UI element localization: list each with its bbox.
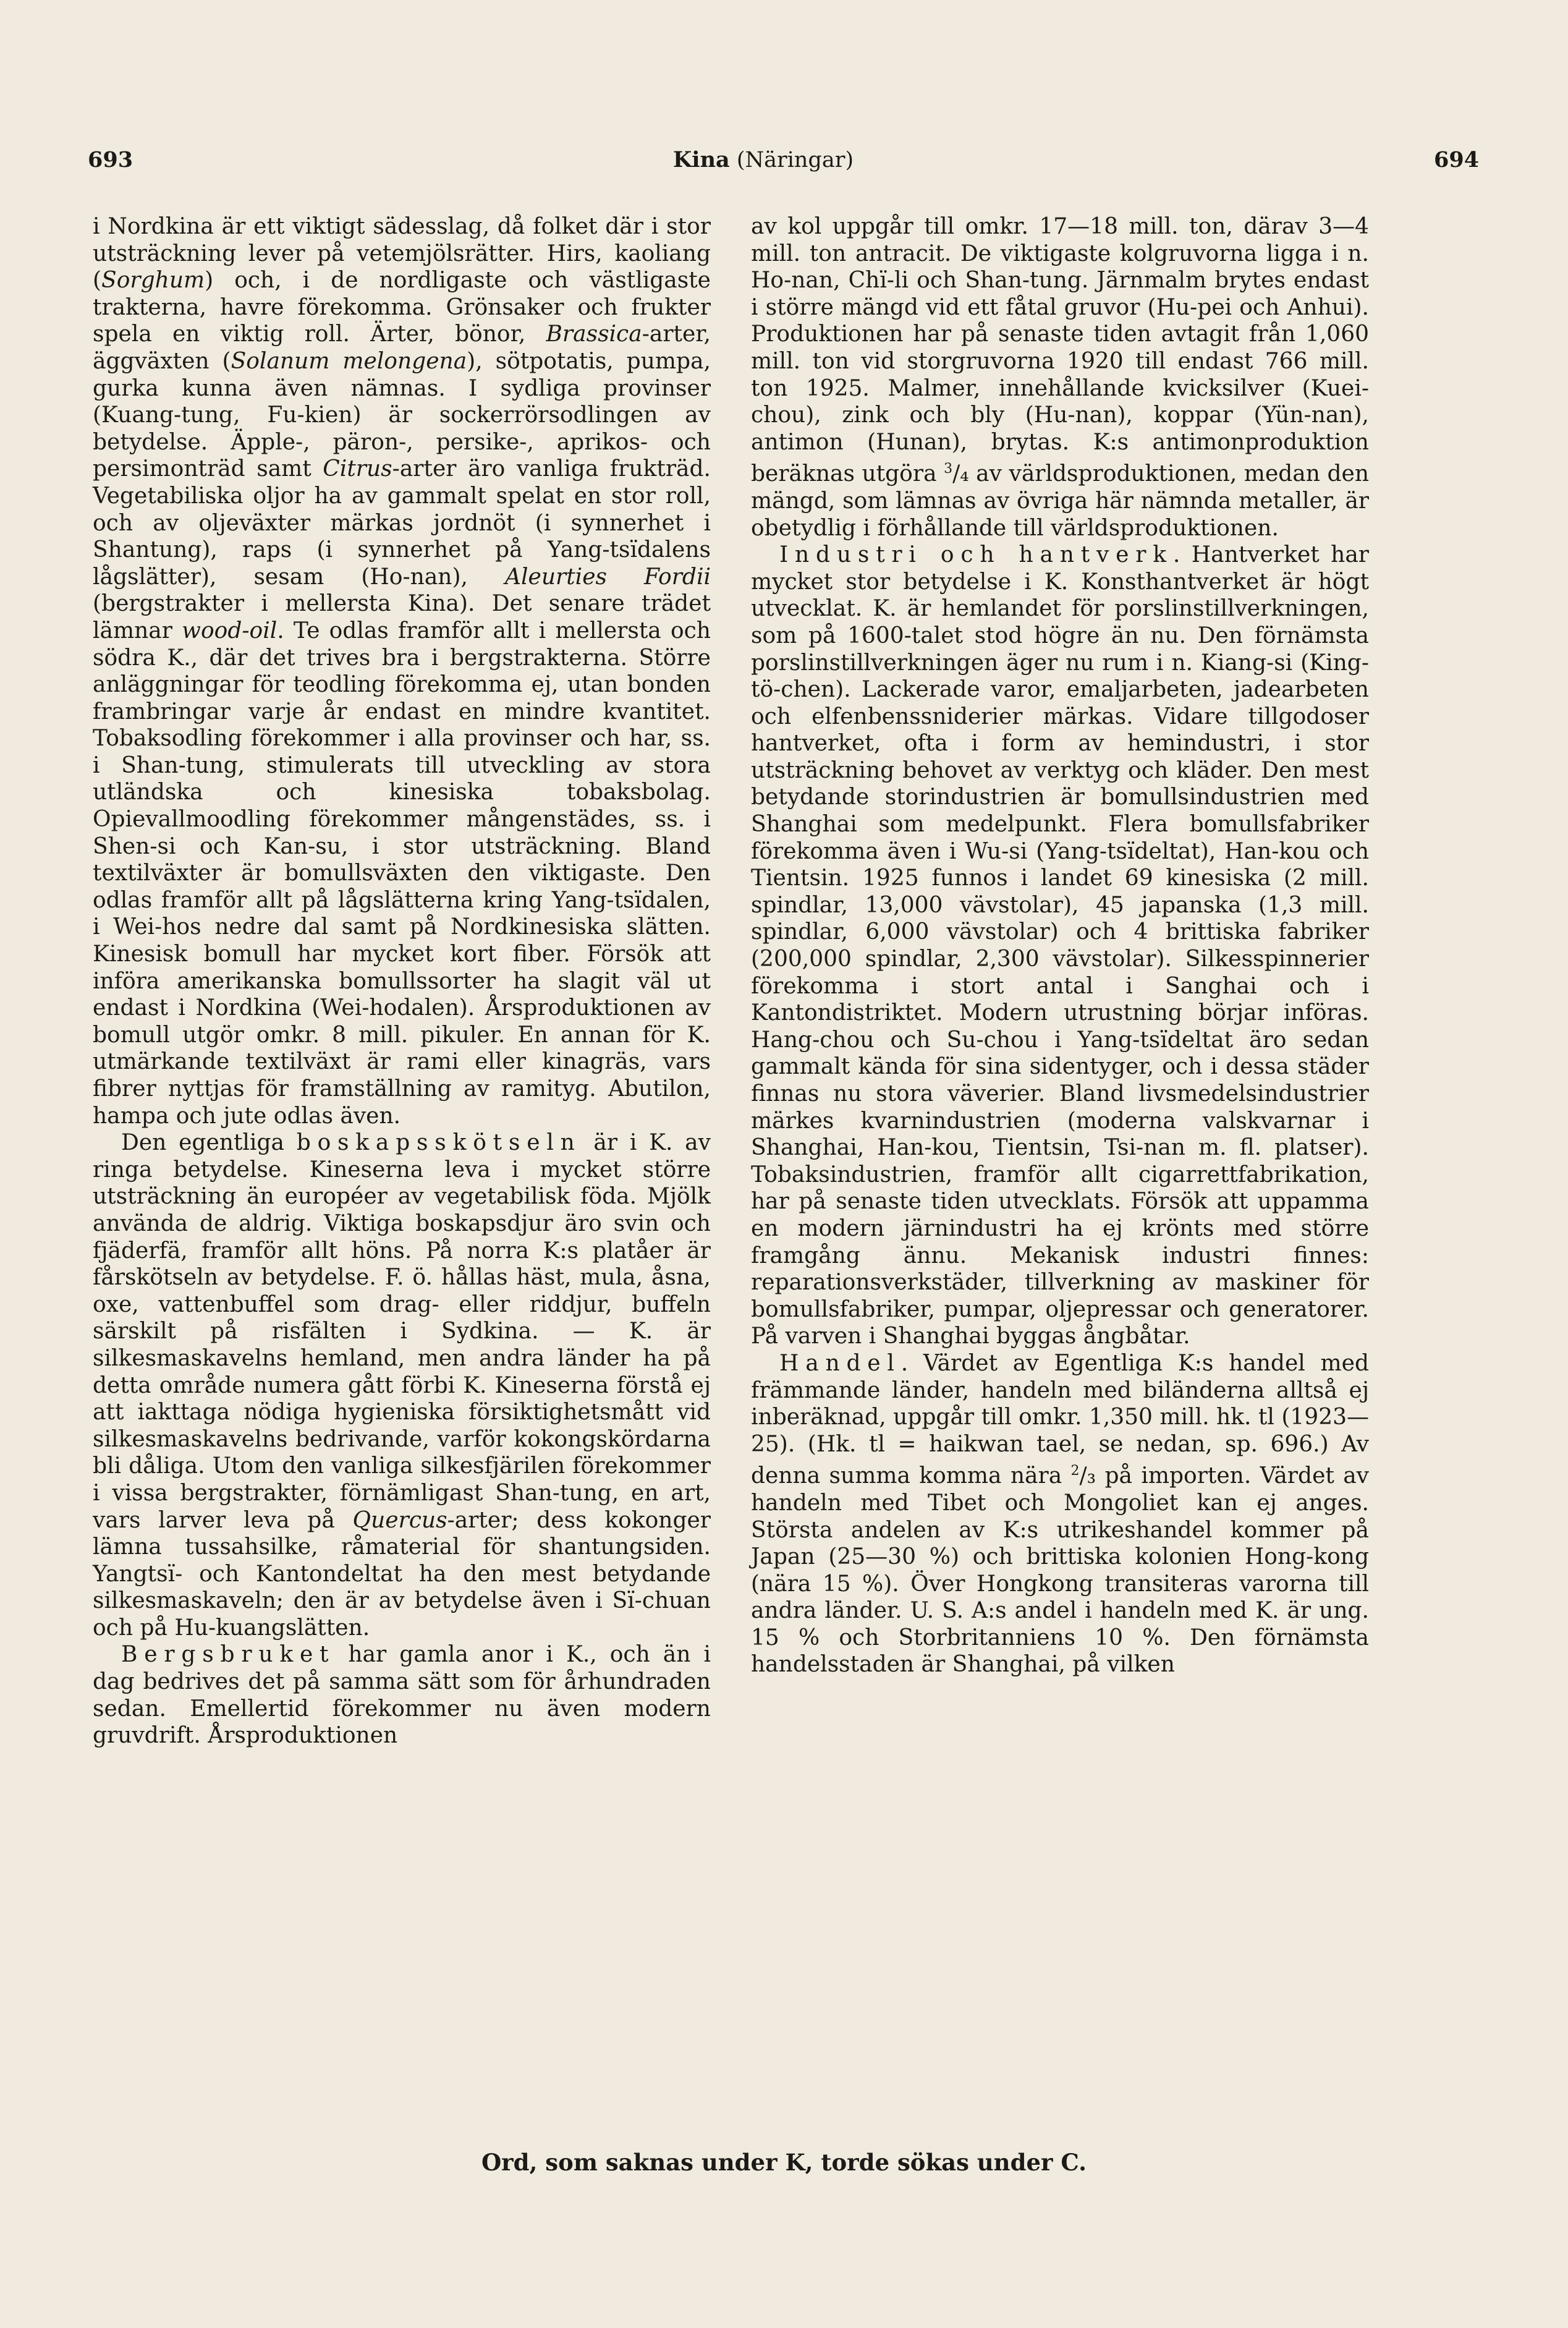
- left-column: [93, 213, 711, 1749]
- text-run: -arter; dess kokonger lämna tussahsilke, råmaterial för shantungsiden. Yangtsï- och Kantondeltat ha den mest betydande silkesmaskaveln; den är av betydelse även i Sï-chuan och på Hu-kuangslätten.: [93, 1507, 711, 1641]
- paragraph: [93, 1129, 711, 1641]
- text-run: . Hantverket har mycket stor betydelse i K. Konsthantverket är högt utvecklat. K. är hemlandet för porslinstillverkningen, som på 1600-talet stod högre än nu. Den förnämsta porslinstillverkningen äger nu rum i n. Kiang-si (King-tö-chen). Lackerade varor, emaljarbeten, jadearbeten och elfenbenssniderier märkas. Vidare tillgodoser hantverket, ofta i form av hemindustri, i stor utsträckning behovet av verktyg och kläder. Den mest betydande storindustrien är bomullsindustrien med Shanghai som medelpunkt. Flera bomullsfabriker förekomma även i Wu-si (Yang-tsïdeltat), Han-kou och Tientsin. 1925 funnos i landet 69 kinesiska (2 mill. spindlar, 13,000 vävstolar), 45 japanska (1,3 mill. spindlar, 6,000 vävstolar) och 4 brittiska fabriker (200,000 spindlar, 2,300 vävstolar). Silkesspinnerier förekomma i stort antal i Sanghai och i Kantondistriktet. Modern utrustning börjar införas. Hang-chou och Su-chou i Yang-tsïdeltat äro sedan gammalt kända för sina sidentyger, och i dessa städer finnas nu stora väverier. Bland livsmedelsindustrier märkes kvarnindustrien (moderna valskvarnar i Shanghai, Han-kou, Tientsin, Tsi-nan m. fl. platser). Tobaksindustrien, framför allt cigarrettfabrikation, har på senaste tiden utvecklats. Försök att uppamma en modern järnindustri ha ej krönts med större framgång ännu. Mekanisk industri finnes: reparationsverkstäder, tillverkning av maskiner för bomullsfabriker, pumpar, oljepressar och generatorer. På varven i Shanghai byggas ångbåtar.: [751, 542, 1369, 1349]
- section-heading: boskapsskötseln: [296, 1130, 582, 1156]
- running-header-sub: (Näringar): [729, 148, 854, 172]
- italic-term: Aleurties Fordii: [505, 564, 711, 590]
- text-run: (bergstrakter i mellersta Kina). Det senare trädet lämnar: [93, 591, 711, 644]
- text-run: ), sötpotatis, pumpa, gurka kunna även nämnas. I sydliga provinser (Kuang-tung, Fu-kien) är sockerrörsodlingen av betydelse. Äpple-, päron-, persike-, aprikos- och persimonträd samt: [93, 348, 711, 482]
- text-run: Den egentliga: [121, 1130, 297, 1156]
- paragraph: [93, 213, 711, 1129]
- running-header: [618, 147, 909, 172]
- italic-term: Sorghum: [101, 268, 205, 294]
- section-heading: Handel: [779, 1350, 901, 1376]
- section-heading: Bergsbruket: [121, 1642, 336, 1668]
- text-run: . Te odlas framför allt i mellersta och södra K., där det trives bra i bergstrakterna. Större anläggningar för teodling förekomma ej, utan bonden frambringar varje år endast en mindre kvantitet. Tobaksodling förekommer i alla provinser och har, ss. i Shan-tung, stimulerats till utveckling av stora utländska och kinesiska tobaksbolag. Opievallmoodling förekommer mångenstädes, ss. i Shen-si och Kan-su, i stor utsträckning. Bland textilväxter är bomullsväxten den viktigaste. Den odlas framför allt på lågslätterna kring Yang-tsïdalen, i Wei-hos nedre dal samt på Nordkinesiska slätten. Kinesisk bomull har mycket kort fiber. Försök att införa amerikanska bomullssorter ha slagit väl ut endast i Nordkina (Wei-hodalen). Årsproduktionen av bomull utgör omkr. 8 mill. pikuler. En annan för K. utmärkande textilväxt är rami eller kinagräs, vars fibrer nyttjas för framställning av ramityg. Abutilon, hampa och jute odlas även.: [93, 618, 711, 1129]
- text-run: av kol uppgår till omkr. 17—18 mill. ton, därav 3—4 mill. ton antracit. De viktigaste kolgruvorna ligga i n. Ho-nan, Chï-li och Shan-tung. Järnmalm brytes endast i större mängd vid ett fåtal gruvor (Hu-pei och Anhui). Produktionen har på senaste tiden avtagit från 1,060 mill. ton vid storgruvorna 1920 till endast 766 mill. ton 1925. Malmer, innehållande kvicksilver (Kuei-chou), zink och bly (Hu-nan), koppar (Yün-nan), antimon (Hunan), brytas. K:s antimonproduktion beräknas utgöra: [751, 214, 1369, 487]
- section-heading: Industri och hantverk: [779, 542, 1173, 568]
- italic-term: wood-oil: [182, 618, 278, 644]
- text-run: . Värdet av Egentliga K:s handel med främmande länder, handeln med biländerna alltså ej inberäknad, uppgår till omkr. 1,350 mill. hk. tl (1923—25). (Hk. tl = haikwan tael, se nedan, sp. 696.) Av denna summa komma nära: [751, 1350, 1369, 1489]
- text-run: ) och, i de nordligaste och västligaste trakterna, havre förekomma. Grönsaker och frukter spela en viktig roll. Ärter, bönor,: [93, 268, 711, 347]
- footer-note: Ord, som saknas under K, torde sökas under C.: [481, 2149, 1087, 2176]
- text-run: -arter äro vanliga frukträd. Vegetabiliska oljor ha av gammalt spelat en stor roll, och av oljeväxter märkas jordnöt (i synnerhet i Shantung), raps (i synnerhet på Yang-tsïdalens lågslätter), sesam (Ho-nan),: [93, 456, 711, 590]
- text-run: i Nordkina är ett viktigt sädesslag, då folket där i stor utsträckning lever på vetemjölsrätter. Hirs, kaoliang (: [93, 214, 711, 294]
- paragraph: [751, 1350, 1369, 1678]
- page-number-right: 694: [1434, 147, 1480, 172]
- italic-term: Quercus: [352, 1507, 447, 1533]
- italic-term: Citrus: [323, 456, 392, 482]
- paragraph: [751, 542, 1369, 1350]
- page-number-left: 693: [88, 147, 133, 172]
- running-header-main: Kina: [672, 147, 730, 172]
- right-column: [751, 213, 1369, 1678]
- paragraph: [93, 1641, 711, 1749]
- fraction-numerator: 3: [944, 461, 953, 477]
- italic-term: Solanum melongena: [231, 348, 467, 374]
- text-run: /₃ på importen. Värdet av handeln med Tibet och Mongoliet kan ej anges. Största andelen av K:s utrikeshandel kommer på Japan (25—30 %) och brittiska kolonien Hong-kong (nära 15 %). Över Hongkong transiteras varorna till andra länder. U. S. A:s andel i handeln med K. är ung. 15 % och Storbritanniens 10 %. Den förnämsta handelsstaden är Shanghai, på vilken: [751, 1463, 1369, 1678]
- text-run: /₄ av världsproduktionen, medan den mängd, som lämnas av övriga här nämnda metaller, är obetydlig i förhållande till världsproduktionen.: [751, 461, 1369, 541]
- italic-term: Brassica: [546, 321, 642, 347]
- text-run: -arter, äggväxten (: [93, 321, 711, 374]
- text-run: har gamla anor i K., och än i dag bedrives det på samma sätt som för århundraden sedan. Emellertid förekommer nu även modern gruvdrift. Årsproduktionen: [93, 1642, 711, 1749]
- paragraph: [751, 213, 1369, 542]
- fraction-numerator: 2: [1070, 1463, 1080, 1479]
- text-run: är i K. av ringa betydelse. Kineserna leva i mycket större utsträckning än européer av vegetabilisk föda. Mjölk använda de aldrig. Viktiga boskapsdjur äro svin och fjäderfä, framför allt höns. På norra K:s platåer är fårskötseln av betydelse. F. ö. hållas häst, mula, åsna, oxe, vattenbuffel som drag- eller riddjur, buffeln särskilt på risfälten i Sydkina. — K. är silkesmaskavelns hemland, men andra länder ha på detta område numera gått förbi K. Kineserna förstå ej att iakttaga nödiga hygieniska försiktighetsmått vid silkesmaskavelns bedrivande, varför kokongskördarna bli dåliga. Utom den vanliga silkesfjärilen förekommer i vissa bergstrakter, förnämligast Shan-tung, en art, vars larver leva på: [93, 1130, 711, 1533]
